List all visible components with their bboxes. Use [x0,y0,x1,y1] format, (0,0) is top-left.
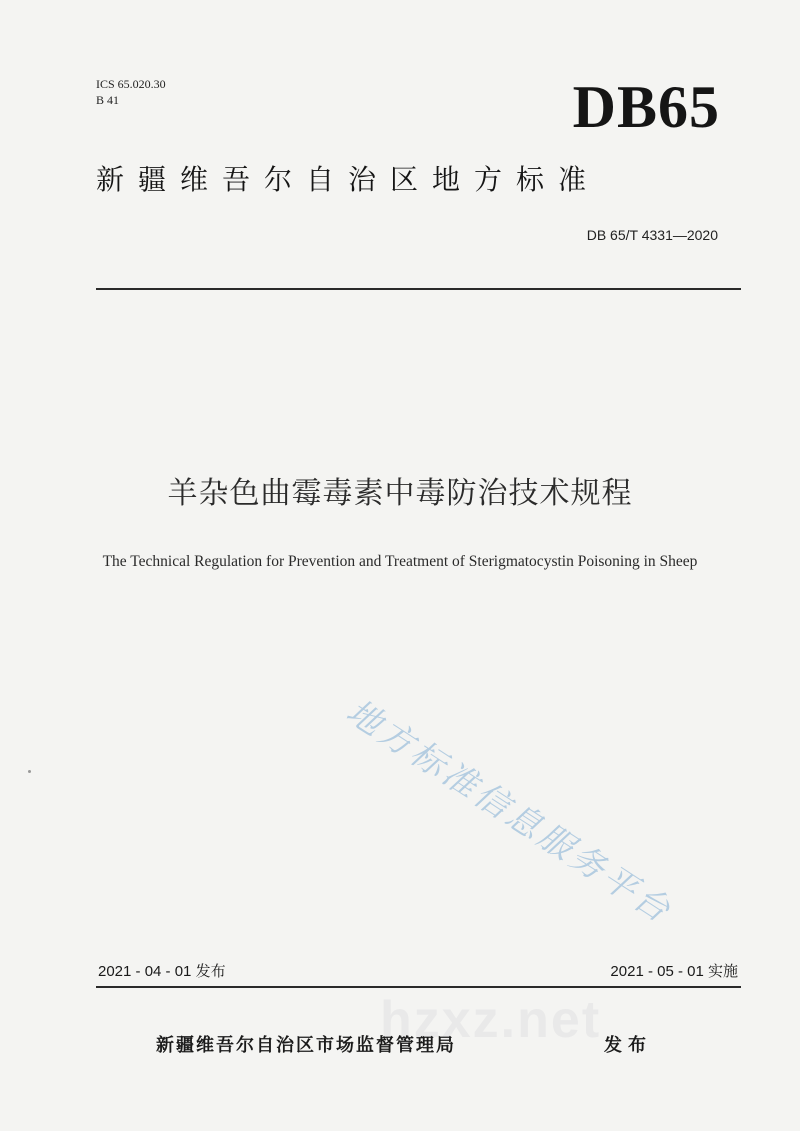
publisher-name: 新疆维吾尔自治区市场监督管理局 [156,1035,456,1056]
document-title-chinese: 羊杂色曲霉毒素中毒防治技术规程 [167,476,633,511]
document-title-english: The Technical Regulation for Prevention and Treatment of Sterigmatocystin Poisoning in Sheep [102,553,698,570]
issue-date: 2021 - 04 - 01 发布 [98,963,226,980]
standard-mark: DB65 [572,74,720,140]
header-divider [96,288,741,290]
classification-codes [96,76,166,108]
scan-speck [28,770,31,773]
site-watermark: hzxz.net [380,991,602,1049]
ccs-code: B 41 [96,93,120,107]
standard-number: DB 65/T 4331—2020 [586,227,718,243]
implementation-date: 2021 - 05 - 01 实施 [610,963,738,980]
platform-watermark: 地方标准信息服务平台 [339,691,680,933]
footer-divider [96,986,741,988]
standard-type-heading: 新疆维吾尔自治区地方标准 [96,163,601,196]
publish-label: 发布 [604,1035,652,1056]
ics-code: ICS 65.020.30 [96,77,166,91]
